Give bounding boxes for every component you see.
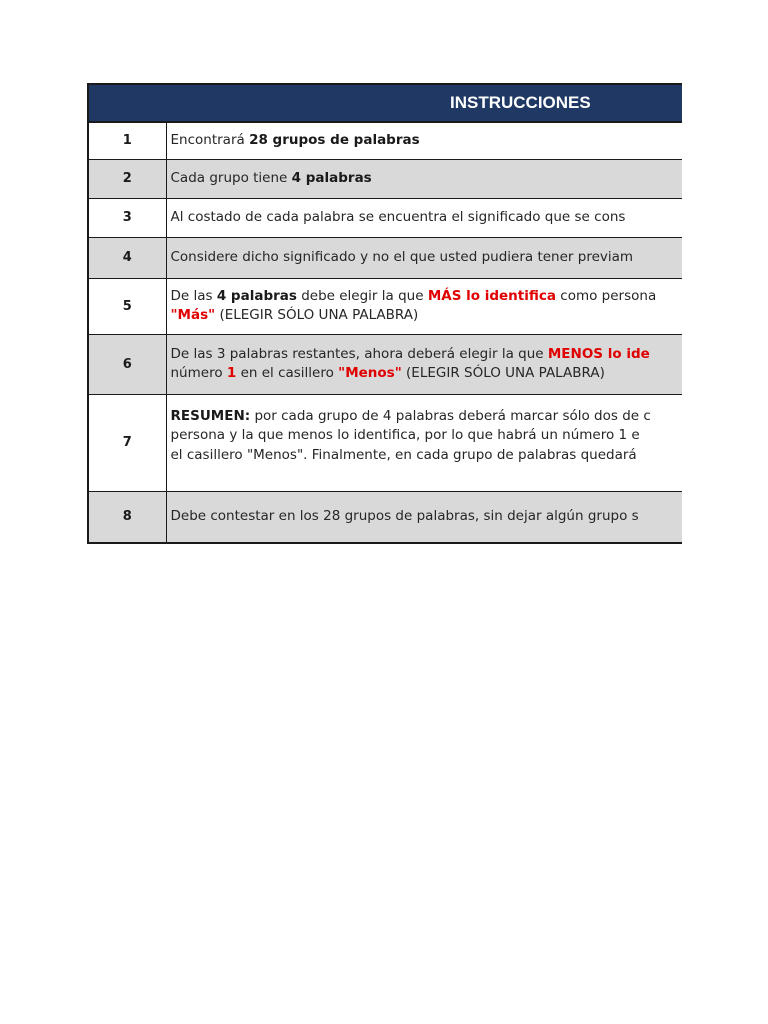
table-row — [89, 237, 682, 278]
table-row — [89, 491, 682, 542]
text-segment: como persona — [556, 287, 657, 304]
text-segment: debe elegir la que — [296, 287, 428, 304]
table-row — [89, 198, 682, 237]
text-segment: Encontrará — [170, 132, 250, 148]
text-segment: De las 3 palabras restantes, ahora deberá elegir la que — [170, 345, 548, 362]
bold-segment: 4 palabras — [216, 287, 297, 304]
row-text — [166, 122, 682, 159]
row-text — [166, 198, 682, 237]
row-text — [166, 394, 682, 491]
text-segment: Cada grupo tiene — [170, 169, 292, 186]
instructions-sheet — [87, 83, 682, 544]
row-text — [166, 491, 682, 542]
bold-segment: RESUMEN: — [170, 407, 251, 424]
text-segment: (ELEGIR SÓLO UNA PALABRA) — [401, 365, 605, 381]
text-segment: Debe contestar en los 28 grupos de palabras, sin dejar algún grupo s — [170, 508, 639, 524]
text-line — [171, 345, 683, 365]
text-segment: Considere dicho significado y no el que usted pudiera tener previam — [170, 248, 634, 265]
table-row — [89, 334, 682, 394]
table-row — [89, 278, 682, 334]
text-segment: número — [170, 365, 227, 381]
text-segment: (ELEGIR SÓLO UNA PALABRA) — [215, 307, 419, 323]
highlight-segment: MENOS lo ide — [547, 345, 650, 362]
row-number: 3 — [89, 198, 166, 237]
row-text — [166, 159, 682, 198]
text-line — [171, 169, 683, 189]
highlight-segment: "Menos" — [338, 365, 402, 381]
bold-segment: 28 grupos de palabras — [249, 132, 420, 148]
highlight-segment: "Más" — [170, 307, 216, 323]
text-line — [171, 131, 683, 151]
text-line — [171, 287, 683, 307]
header-title: INSTRUCCIONES — [450, 93, 591, 112]
text-line — [171, 507, 683, 527]
row-text — [166, 334, 682, 394]
text-line — [171, 426, 683, 446]
text-segment: el casillero "Menos". Finalmente, en cada grupo de palabras quedará — [170, 446, 637, 463]
text-segment: por cada grupo de 4 palabras deberá marcar sólo dos de c — [250, 407, 651, 424]
highlight-segment: 1 — [226, 365, 237, 381]
row-text — [166, 278, 682, 334]
text-line — [171, 364, 683, 384]
table-row — [89, 122, 682, 159]
row-number: 8 — [89, 491, 166, 542]
text-segment: en el casillero — [236, 365, 339, 381]
table-row — [89, 394, 682, 491]
table-header — [89, 85, 682, 122]
row-number: 5 — [89, 278, 166, 334]
row-number: 4 — [89, 237, 166, 278]
row-number: 7 — [89, 394, 166, 491]
table-row — [89, 159, 682, 198]
text-line — [171, 208, 683, 228]
text-line — [171, 306, 683, 326]
text-line — [171, 446, 683, 466]
text-line — [171, 407, 683, 427]
row-number: 1 — [89, 122, 166, 159]
text-segment: Al costado de cada palabra se encuentra el significado que se cons — [170, 208, 626, 225]
row-number: 2 — [89, 159, 166, 198]
row-number: 6 — [89, 334, 166, 394]
text-line — [171, 248, 683, 268]
bold-segment: 4 palabras — [291, 169, 372, 186]
text-segment: persona y la que menos lo identifica, por lo que habrá un número 1 e — [170, 427, 640, 443]
instructions-table — [89, 85, 682, 542]
highlight-segment: MÁS lo identifica — [427, 287, 556, 304]
row-text — [166, 237, 682, 278]
text-segment: De las — [170, 287, 217, 304]
